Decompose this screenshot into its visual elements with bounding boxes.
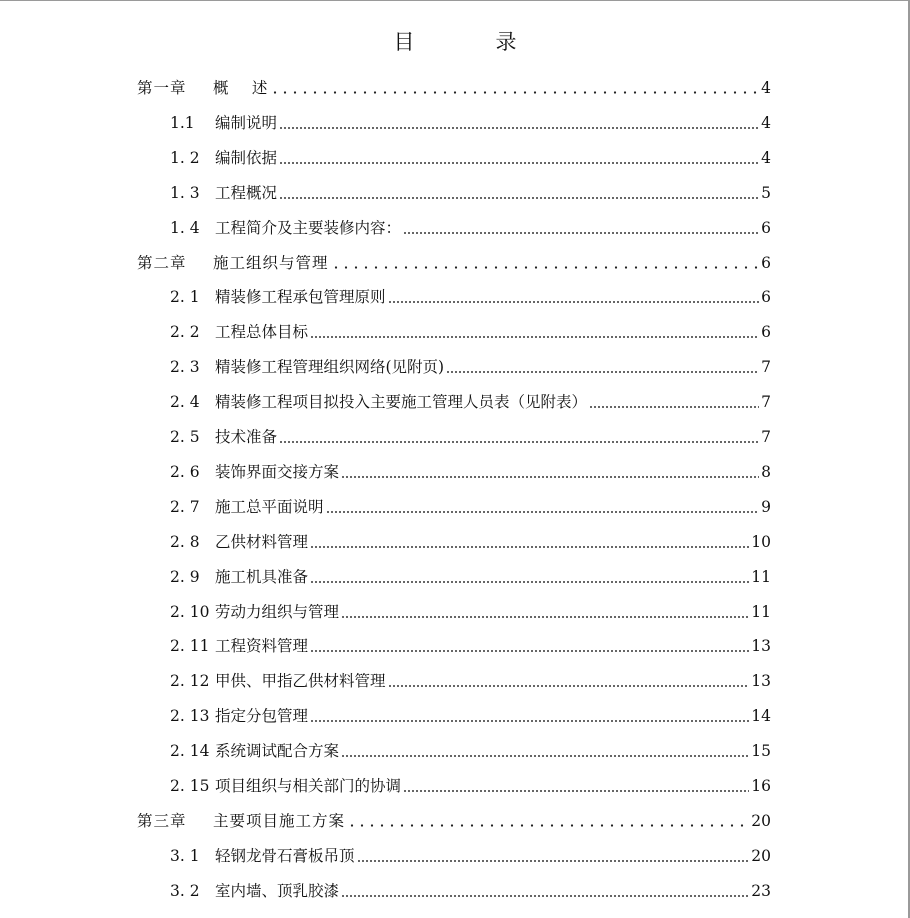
toc-entry-number: 1. 4 bbox=[170, 219, 200, 237]
toc-section-entry[interactable] bbox=[170, 353, 771, 377]
toc-entry-number: 第一章 bbox=[137, 79, 187, 97]
toc-page-number: 4 bbox=[761, 114, 771, 132]
toc-page-number: 14 bbox=[751, 707, 771, 725]
toc-chapter-entry[interactable] bbox=[137, 807, 771, 831]
toc-chapter-entry[interactable] bbox=[137, 249, 771, 273]
toc-section-entry[interactable] bbox=[170, 632, 771, 656]
toc-entry-number: 1. 2 bbox=[170, 149, 200, 167]
toc-dot-leader bbox=[310, 581, 749, 583]
toc-dot-leader bbox=[341, 895, 749, 897]
toc-entry-number: 2. 8 bbox=[170, 533, 200, 551]
toc-page-number: 6 bbox=[761, 288, 771, 306]
toc-section-entry[interactable] bbox=[170, 842, 771, 866]
toc-entry-label: 精装修工程项目拟投入主要施工管理人员表（见附表） bbox=[215, 393, 588, 411]
toc-page-number: 6 bbox=[761, 254, 771, 272]
toc-chapter-entry[interactable] bbox=[137, 74, 771, 98]
toc-entry-label: 编制说明 bbox=[215, 114, 278, 132]
toc-section-entry[interactable] bbox=[170, 179, 771, 203]
toc-section-entry[interactable] bbox=[170, 423, 771, 447]
toc-section-entry[interactable] bbox=[170, 667, 771, 691]
toc-dot-leader bbox=[403, 790, 749, 792]
toc-section-entry[interactable] bbox=[170, 737, 771, 761]
toc-entry-label: 系统调试配合方案 bbox=[215, 742, 340, 760]
toc-entry-number: 2. 14 bbox=[170, 742, 210, 760]
toc-page-number: 13 bbox=[751, 637, 771, 655]
toc-dot-leader bbox=[310, 546, 749, 548]
toc-entry-label: 精装修工程承包管理原则 bbox=[215, 288, 386, 306]
toc-entry-number: 第三章 bbox=[137, 812, 187, 830]
toc-page-number: 8 bbox=[761, 463, 771, 481]
toc-page-number: 7 bbox=[761, 358, 771, 376]
toc-page-number: 11 bbox=[751, 568, 771, 586]
toc-entry-label: 指定分包管理 bbox=[215, 707, 309, 725]
toc-entry-label: 装饰界面交接方案 bbox=[215, 463, 340, 481]
toc-entry-label: 室内墙、顶乳胶漆 bbox=[215, 882, 340, 900]
toc-entry-number: 2. 10 bbox=[170, 603, 210, 621]
toc-entry-label: 乙供材料管理 bbox=[215, 533, 309, 551]
toc-dot-leader bbox=[270, 91, 759, 94]
toc-entry-label: 劳动力组织与管理 bbox=[215, 603, 340, 621]
toc-dot-leader bbox=[310, 336, 759, 338]
toc-entry-label: 工程资料管理 bbox=[215, 637, 309, 655]
toc-page-number: 10 bbox=[751, 533, 771, 551]
toc-entry-label: 工程简介及主要装修内容： bbox=[215, 219, 402, 237]
toc-entry-label: 施工总平面说明 bbox=[215, 498, 324, 516]
toc-dot-leader bbox=[326, 511, 759, 513]
toc-section-entry[interactable] bbox=[170, 388, 771, 412]
toc-dot-leader bbox=[388, 301, 759, 303]
toc-dot-leader bbox=[388, 685, 750, 687]
toc-section-entry[interactable] bbox=[170, 772, 771, 796]
toc-dot-leader bbox=[403, 232, 759, 234]
toc-dot-leader bbox=[446, 371, 759, 373]
toc-section-entry[interactable] bbox=[170, 563, 771, 587]
toc-dot-leader bbox=[341, 755, 749, 757]
toc-entry-number: 2. 12 bbox=[170, 672, 210, 690]
toc-page-number: 15 bbox=[751, 742, 771, 760]
toc-entry-number: 1. 3 bbox=[170, 184, 200, 202]
toc-title: 目 录 bbox=[393, 30, 547, 54]
toc-entry-label: 编制依据 bbox=[215, 149, 278, 167]
toc-entry-label: 概 述 bbox=[213, 79, 269, 97]
toc-page-number: 7 bbox=[761, 428, 771, 446]
toc-entry-number: 第二章 bbox=[137, 254, 187, 272]
toc-dot-leader bbox=[357, 860, 750, 862]
toc-entry-label: 甲供、甲指乙供材料管理 bbox=[215, 672, 386, 690]
toc-entry-number: 3. 2 bbox=[170, 882, 200, 900]
toc-dot-leader bbox=[279, 162, 759, 164]
toc-dot-leader bbox=[341, 476, 759, 478]
toc-dot-leader bbox=[310, 650, 749, 652]
toc-dot-leader bbox=[347, 824, 749, 827]
toc-entry-number: 3. 1 bbox=[170, 847, 200, 865]
toc-page-number: 6 bbox=[761, 323, 771, 341]
toc-section-entry[interactable] bbox=[170, 458, 771, 482]
toc-section-entry[interactable] bbox=[170, 493, 771, 517]
toc-entry-label: 精装修工程管理组织网络(见附页) bbox=[215, 358, 445, 376]
toc-section-entry[interactable] bbox=[170, 702, 771, 726]
toc-page-number: 11 bbox=[751, 603, 771, 621]
toc-section-entry[interactable] bbox=[170, 528, 771, 552]
toc-section-entry[interactable] bbox=[170, 877, 771, 901]
toc-entry-label: 施工机具准备 bbox=[215, 568, 309, 586]
toc-section-entry[interactable] bbox=[170, 318, 771, 342]
toc-entry-number: 2. 11 bbox=[170, 637, 210, 655]
toc-page-number: 16 bbox=[751, 777, 771, 795]
toc-entry-number: 1.1 bbox=[170, 114, 195, 132]
toc-entry-number: 2. 13 bbox=[170, 707, 210, 725]
toc-entry-label: 技术准备 bbox=[215, 428, 278, 446]
toc-dot-leader bbox=[279, 441, 759, 443]
toc-entry-number: 2. 1 bbox=[170, 288, 200, 306]
toc-entry-number: 2. 9 bbox=[170, 568, 200, 586]
toc-entry-label: 工程总体目标 bbox=[215, 323, 309, 341]
toc-dot-leader bbox=[589, 406, 759, 408]
toc-entry-number: 2. 7 bbox=[170, 498, 200, 516]
toc-section-entry[interactable] bbox=[170, 598, 771, 622]
toc-page-number: 13 bbox=[751, 672, 771, 690]
toc-section-entry[interactable] bbox=[170, 283, 771, 307]
toc-page-number: 20 bbox=[751, 847, 771, 865]
toc-dot-leader bbox=[341, 616, 749, 618]
toc-entry-label: 轻钢龙骨石膏板吊顶 bbox=[215, 847, 355, 865]
toc-page-number: 6 bbox=[761, 219, 771, 237]
toc-page-number: 9 bbox=[761, 498, 771, 516]
toc-page-number: 23 bbox=[751, 882, 771, 900]
toc-page-number: 7 bbox=[761, 393, 771, 411]
toc-entry-number: 2. 5 bbox=[170, 428, 200, 446]
toc-entry-label: 施工组织与管理 bbox=[213, 254, 329, 272]
toc-entry-number: 2. 15 bbox=[170, 777, 210, 795]
toc-page-number: 4 bbox=[761, 79, 771, 97]
toc-section-entry[interactable] bbox=[170, 214, 771, 238]
toc-entry-number: 2. 4 bbox=[170, 393, 200, 411]
toc-dot-leader bbox=[310, 720, 749, 722]
toc-section-entry[interactable] bbox=[170, 109, 771, 133]
toc-entry-number: 2. 3 bbox=[170, 358, 200, 376]
toc-page-number: 5 bbox=[761, 184, 771, 202]
toc-dot-leader bbox=[331, 266, 759, 269]
toc-dot-leader bbox=[279, 127, 759, 129]
toc-entry-number: 2. 6 bbox=[170, 463, 200, 481]
toc-entry-label: 主要项目施工方案 bbox=[213, 812, 346, 830]
toc-entry-label: 项目组织与相关部门的协调 bbox=[215, 777, 402, 795]
toc-section-entry[interactable] bbox=[170, 144, 771, 168]
toc-page-number: 20 bbox=[751, 812, 771, 830]
toc-dot-leader bbox=[279, 197, 759, 199]
toc-page-number: 4 bbox=[761, 149, 771, 167]
toc-entry-number: 2. 2 bbox=[170, 323, 200, 341]
toc-entry-label: 工程概况 bbox=[215, 184, 278, 202]
